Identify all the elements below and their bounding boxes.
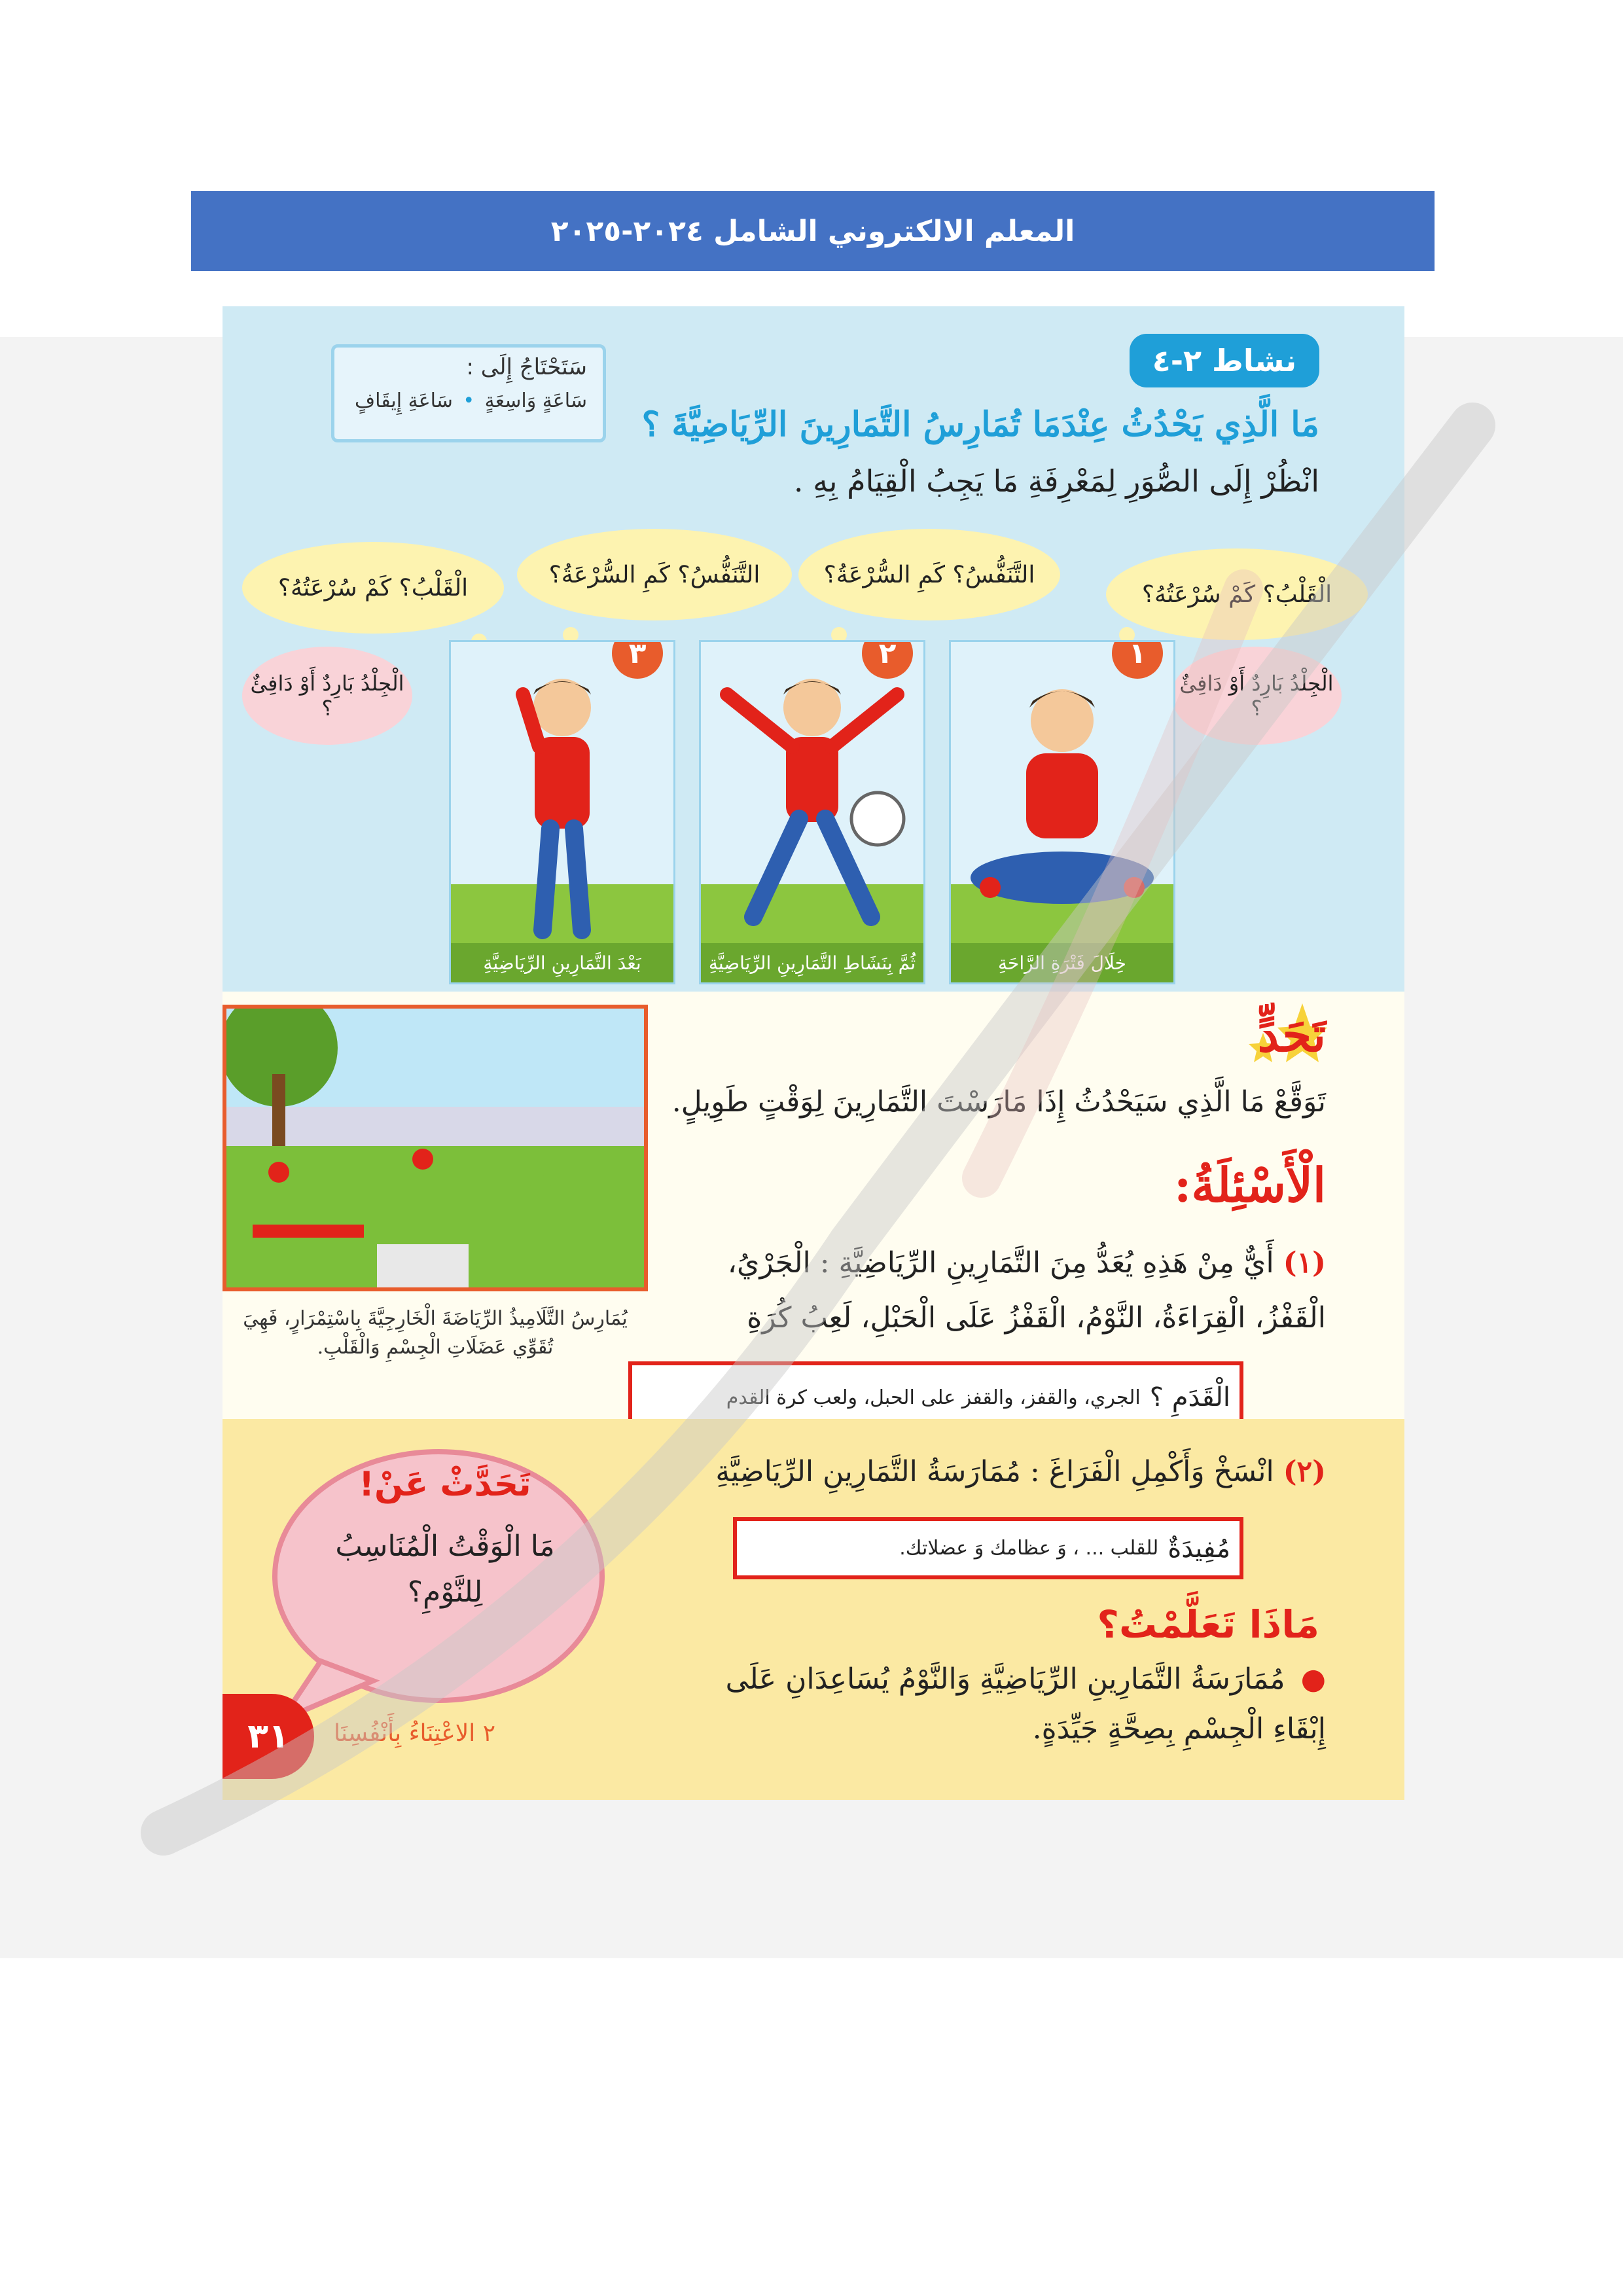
bullet-icon: • — [463, 389, 475, 412]
learned-title: مَاذَا تَعَلَّمْتُ؟ — [1097, 1602, 1319, 1647]
question-text: أَيٌّ مِنْ هَذِهِ يُعَدُّ مِنَ التَّمَارِينِ الرِّيَاضِيَّةِ : الْجَرْيُ، الْقَفْزُ، الْقِرَاءَةُ، النَّوْمُ، الْقَفْزُ عَلَى الْحَبْلِ، لَعِبُ كُرَةِ — [727, 1246, 1326, 1335]
step-number-text: ٣ — [628, 640, 647, 670]
activity-badge — [1130, 334, 1319, 387]
page-number-text: ٣١ — [247, 1717, 289, 1756]
activity-instruction: انْظُرْ إِلَى الصُّوَرِ لِمَعْرِفَةِ مَا يَجِبُ الْقِيَامُ بِهِ . — [793, 463, 1319, 499]
question-text: انْسَخْ وَأَكْمِلِ الْفَرَاغَ : مُمَارَسَةُ التَّمَارِينِ الرِّيَاضِيَّةِ — [715, 1455, 1274, 1488]
bubble-text: الْجِلْدُ بَارِدٌ أَوْ دَافِئٌ ؟ — [250, 671, 404, 721]
step-number-text: ١ — [1128, 640, 1147, 670]
materials-list — [350, 389, 587, 412]
thought-bubble-heart — [1106, 548, 1368, 640]
playground-illustration — [223, 1005, 648, 1291]
question-2 — [671, 1455, 1326, 1488]
bubble-text: التَّنَفُّسُ؟ كَمِ السُّرْعَةُ؟ — [823, 561, 1035, 588]
textbook-page — [223, 306, 1404, 1800]
bubble-text: الْقَلْبُ؟ كَمْ سُرْعَتُهُ؟ — [1141, 581, 1332, 608]
question-text-end: الْقَدَمِ ؟ — [1149, 1382, 1230, 1412]
header-title: المعلم الالكتروني الشامل ٢٠٢٤-٢٠٢٥ — [550, 214, 1075, 248]
bubble-text: الْجِلْدُ بَارِدٌ أَوْ دَافِئٌ ؟ — [1179, 671, 1334, 721]
question-number: (١) — [1283, 1246, 1326, 1280]
site-header-bar — [191, 191, 1435, 271]
card-label — [951, 943, 1173, 982]
exercise-card-jumping — [699, 640, 925, 984]
illustration-caption: يُمَارِسُ التَّلَامِيذُ الرِّيَاضَةَ الْخَارِجِيَّةَ بِاسْتِمْرَارٍ، فَهِيَ تُقَوِّي عَضَلَاتِ الْجِسْمِ وَالْقَلْبِ. — [243, 1307, 628, 1359]
material-item: سَاعَةِ إِيقَافٍ — [354, 389, 453, 412]
questions-title: الْأَسْئِلَةُ: — [1173, 1157, 1326, 1213]
challenge-text: تَوَقَّعْ مَا الَّذِي سَيَحْدُثُ إِذَا مَارَسْتَ التَّمَارِينَ لِوَقْتٍ طَوِيلٍ. — [671, 1085, 1326, 1119]
answer-text: الجري، والقفز، والقفز على الحبل، ولعب كرة القدم — [726, 1386, 1141, 1409]
thought-bubble-skin — [1171, 647, 1342, 745]
thought-bubble-heart — [242, 542, 504, 634]
card-label-text: بَعْدَ التَّمَارِينِ الرِّيَاضِيَّةِ — [483, 952, 641, 974]
question-number: (٢) — [1283, 1455, 1326, 1488]
material-item: سَاعَةٍ وَاسِعَةٍ — [484, 389, 587, 412]
step-number-text: ٢ — [878, 640, 897, 670]
materials-box — [331, 344, 606, 442]
boy-sitting-figure — [951, 662, 1173, 937]
activity-question: مَا الَّذِي يَحْدُثُ عِنْدَمَا تُمَارِسُ التَّمَارِينَ الرِّيَاضِيَّةَ ؟ — [641, 404, 1319, 444]
card-label — [451, 943, 673, 982]
boy-standing-figure — [451, 655, 673, 956]
question-1 — [658, 1236, 1326, 1346]
materials-title: سَتَحْتَاجُ إِلَى : — [466, 354, 587, 380]
challenge-title: تَحَدٍّ — [1257, 1007, 1326, 1062]
answer-box-2 — [733, 1517, 1243, 1579]
unit-label: ٢ الاعْتِنَاءُ بِأَنْفُسِنَا — [334, 1720, 496, 1747]
activity-badge-label: نشاط ٢-٤ — [1152, 343, 1297, 378]
thought-bubble-breathing — [517, 529, 792, 620]
boy-jumping-figure — [701, 655, 923, 956]
card-label-text: خِلَالَ فَتْرَةِ الرَّاحَةِ — [998, 952, 1126, 974]
bubble-text: التَّنَفُّسُ؟ كَمِ السُّرْعَةُ؟ — [548, 561, 760, 588]
learned-body: مُمَارَسَةُ التَّمَارِينِ الرِّيَاضِيَّةِ وَالنَّوْمُ يُسَاعِدَانِ عَلَى إِبْقَاءِ الْجِسْمِ بِصِحَّةٍ جَيِّدَةٍ. — [725, 1662, 1326, 1746]
talk-about-text: مَا الْوَقْتُ الْمُنَاسِبُ لِلنَّوْمِ؟ — [335, 1530, 555, 1609]
playground-scene — [226, 1009, 645, 1290]
learned-text — [685, 1655, 1326, 1754]
exercise-card-rest — [949, 640, 1175, 984]
exercise-card-after — [449, 640, 675, 984]
page-number — [223, 1694, 314, 1779]
answer-text: للقلب ... ، وَ عظامك وَ عضلاتك. — [899, 1537, 1159, 1560]
card-label — [701, 943, 923, 982]
bullet-icon: ● — [1300, 1662, 1326, 1696]
card-label-text: ثُمَّ بِنَشَاطِ التَّمَارِينِ الرِّيَاضِيَّةِ — [708, 952, 916, 974]
thought-bubble-skin — [242, 647, 412, 745]
bubble-text: الْقَلْبُ؟ كَمْ سُرْعَتُهُ؟ — [277, 574, 469, 601]
thought-bubble-breathing — [798, 529, 1060, 620]
talk-about-title: تَحَدَّثْ عَنْ! — [359, 1465, 531, 1504]
answer-lead: مُفِيدَةٌ — [1168, 1533, 1230, 1564]
